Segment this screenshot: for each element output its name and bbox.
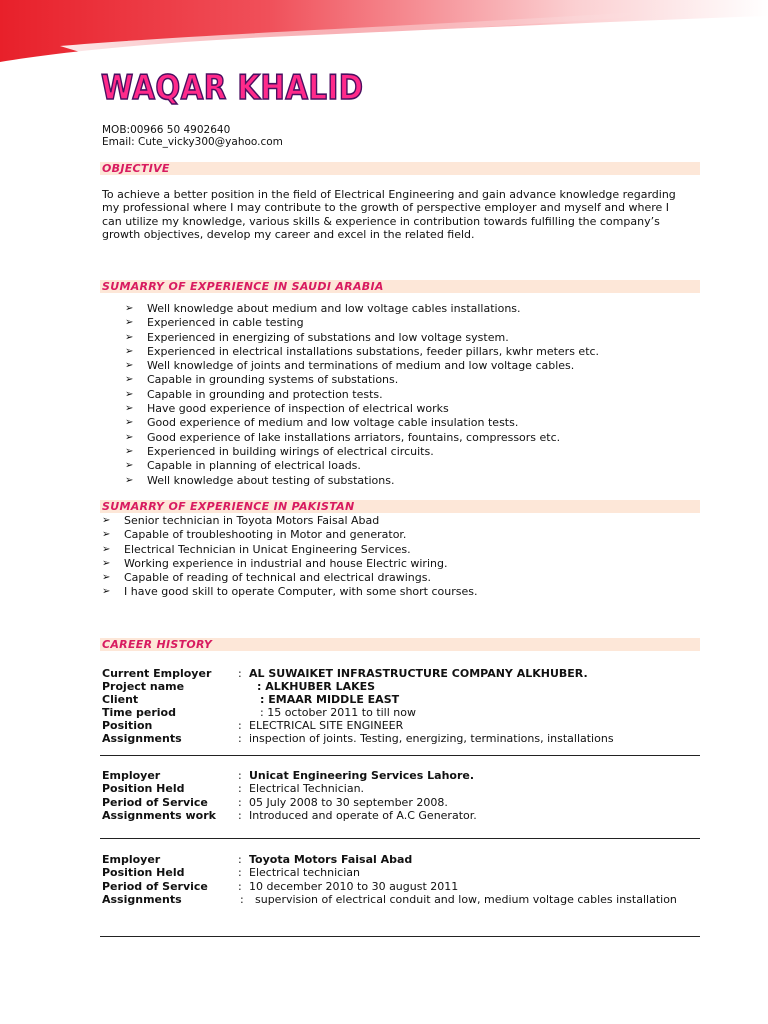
arrow-bullet-icon: ➢ — [125, 331, 134, 343]
arrow-bullet-icon: ➢ — [102, 515, 111, 526]
arrow-bullet-icon: ➢ — [102, 572, 111, 584]
field-label: Assignments work — [102, 809, 216, 822]
list-item: ➢ Well knowledge about medium and low voltage cables installations. — [125, 302, 521, 315]
field-colon: : — [238, 782, 242, 795]
field-colon: : — [238, 732, 242, 745]
candidate-name: WAQAR KHALID — [101, 68, 364, 108]
career-row-employer — [102, 853, 722, 866]
field-label: Period of Service — [102, 796, 208, 809]
arrow-bullet-icon: ➢ — [125, 360, 134, 372]
field-label: Time period — [102, 706, 176, 719]
saudi-experience-list — [125, 302, 600, 488]
objective-line: To achieve a better position in the field of Electrical Engineering and gain advance knowledge regarding — [102, 188, 676, 201]
list-item: ➢ Capable in planning of electrical loads. — [125, 459, 361, 473]
arrow-bullet-icon: ➢ — [125, 388, 134, 400]
career-row-assignments-work — [102, 809, 722, 822]
field-colon: : — [238, 853, 242, 866]
field-value: 10 december 2010 to 30 august 2011 — [249, 880, 459, 893]
arrow-bullet-icon: ➢ — [125, 445, 134, 457]
arrow-bullet-icon: ➢ — [102, 529, 111, 541]
list-item: ➢ Capable of troubleshooting in Motor and generator. — [102, 528, 407, 542]
arrow-bullet-icon: ➢ — [102, 557, 111, 569]
career-row-position — [102, 719, 722, 732]
list-item: ➢ Experienced in cable testing — [125, 316, 304, 330]
field-label: Position Held — [102, 866, 185, 879]
objective-line: growth objectives, develop my career and excel in the related field. — [102, 228, 475, 242]
arrow-bullet-icon: ➢ — [102, 586, 111, 598]
career-row-project-name — [102, 680, 722, 693]
section-divider — [100, 838, 700, 839]
header-swoosh — [0, 0, 768, 70]
list-item: ➢ Have good experience of inspection of electrical works — [125, 402, 449, 416]
arrow-bullet-icon: ➢ — [125, 317, 134, 329]
field-value: Unicat Engineering Services Lahore. — [249, 769, 475, 782]
pakistan-experience-list — [102, 514, 478, 600]
list-item: ➢ Electrical Technician in Unicat Engineering Services. — [102, 542, 411, 556]
arrow-bullet-icon: ➢ — [125, 345, 134, 357]
field-value: inspection of joints. Testing, energizing, terminations, installations — [249, 732, 614, 745]
list-item: ➢ Experienced in electrical installations substations, feeder pillars, kwhr meters etc. — [125, 344, 600, 358]
field-label: Period of Service — [102, 880, 208, 893]
arrow-bullet-icon: ➢ — [125, 417, 134, 429]
field-value: supervision of electrical conduit and low, medium voltage cables installation — [255, 893, 677, 906]
objective-line: can utilize my knowledge, various skills & experience in contribution towards fulfilling the company’s — [102, 214, 660, 228]
list-item: ➢ Capable in grounding systems of substations. — [125, 373, 399, 387]
field-value: 05 July 2008 to 30 september 2008. — [249, 796, 448, 809]
career-row-period-of-service — [102, 880, 722, 893]
field-label: Project name — [102, 680, 185, 693]
arrow-bullet-icon: ➢ — [125, 374, 134, 386]
field-value: : ALKHUBER LAKES — [257, 680, 376, 693]
arrow-bullet-icon: ➢ — [125, 474, 134, 486]
objective-line: my professional where I may contribute to the growth of perspective employer and myself and where I — [102, 201, 670, 215]
career-row-client — [102, 693, 722, 706]
field-value: Toyota Motors Faisal Abad — [249, 853, 413, 866]
career-row-employer — [102, 769, 722, 782]
career-row-position-held — [102, 782, 722, 795]
field-label: Client — [102, 693, 139, 706]
field-value: : EMAAR MIDDLE EAST — [260, 693, 400, 706]
list-item: ➢ Well knowledge of joints and terminations of medium and low voltage cables. — [125, 359, 575, 373]
field-colon: : — [238, 809, 242, 822]
section-divider — [100, 936, 700, 937]
arrow-bullet-icon: ➢ — [125, 403, 134, 415]
career-row-period-of-service — [102, 796, 722, 809]
list-item: ➢ Good experience of medium and low voltage cable insulation tests. — [125, 416, 519, 430]
list-item: ➢ Well knowledge about testing of substations. — [125, 473, 395, 487]
career-row-current-employer — [102, 667, 722, 680]
list-item: ➢ Senior technician in Toyota Motors Faisal Abad — [102, 514, 380, 527]
field-label: Employer — [102, 853, 161, 866]
arrow-bullet-icon: ➢ — [125, 303, 134, 314]
field-label: Position Held — [102, 782, 185, 795]
field-colon: : — [238, 719, 242, 732]
field-label: Position — [102, 719, 153, 732]
field-label: Employer — [102, 769, 161, 782]
career-row-assignments — [102, 732, 722, 745]
field-value: Electrical Technician. — [249, 782, 365, 795]
field-colon: : — [238, 667, 242, 680]
mobile-number: MOB:00966 50 4902640 — [102, 124, 231, 136]
saudi-experience-heading: SUMARRY OF EXPERIENCE IN SAUDI ARABIA — [102, 280, 384, 293]
objective-heading: OBJECTIVE — [102, 162, 170, 175]
list-item: ➢ Working experience in industrial and house Electric wiring. — [102, 556, 448, 570]
career-row-assignments — [102, 893, 722, 906]
field-colon: : — [238, 769, 242, 782]
field-value: Introduced and operate of A.C Generator. — [249, 809, 477, 822]
arrow-bullet-icon: ➢ — [102, 543, 111, 555]
field-label: Assignments — [102, 732, 182, 745]
field-colon: : — [240, 893, 244, 906]
arrow-bullet-icon: ➢ — [125, 460, 134, 472]
list-item: ➢ Experienced in energizing of substations and low voltage system. — [125, 330, 509, 344]
list-item: ➢ Good experience of lake installations arriators, fountains, compressors etc. — [125, 430, 561, 444]
career-row-time-period — [102, 706, 722, 719]
field-colon: : — [238, 796, 242, 809]
pakistan-experience-heading: SUMARRY OF EXPERIENCE IN PAKISTAN — [102, 500, 355, 513]
field-value: ELECTRICAL SITE ENGINEER — [249, 719, 404, 732]
field-value: Electrical technician — [249, 866, 360, 879]
objective-heading-bar — [100, 162, 700, 175]
section-divider — [100, 755, 700, 756]
field-value: : 15 october 2011 to till now — [260, 706, 416, 719]
field-label: Current Employer — [102, 667, 212, 680]
objective-paragraph — [102, 188, 700, 242]
field-colon: : — [238, 880, 242, 893]
list-item: ➢ Experienced in building wirings of electrical circuits. — [125, 444, 434, 458]
email-address: Email: Cute_vicky300@yahoo.com — [102, 136, 283, 148]
field-colon: : — [238, 866, 242, 879]
list-item: ➢ Capable of reading of technical and electrical drawings. — [102, 571, 431, 585]
list-item: ➢ Capable in grounding and protection tests. — [125, 387, 383, 401]
field-value: AL SUWAIKET INFRASTRUCTURE COMPANY ALKHUBER. — [249, 667, 588, 680]
arrow-bullet-icon: ➢ — [125, 431, 134, 443]
field-label: Assignments — [102, 893, 182, 906]
list-item: ➢ I have good skill to operate Computer, with some short courses. — [102, 585, 478, 599]
career-history-heading: CAREER HISTORY — [102, 638, 213, 651]
career-row-position-held — [102, 866, 722, 879]
